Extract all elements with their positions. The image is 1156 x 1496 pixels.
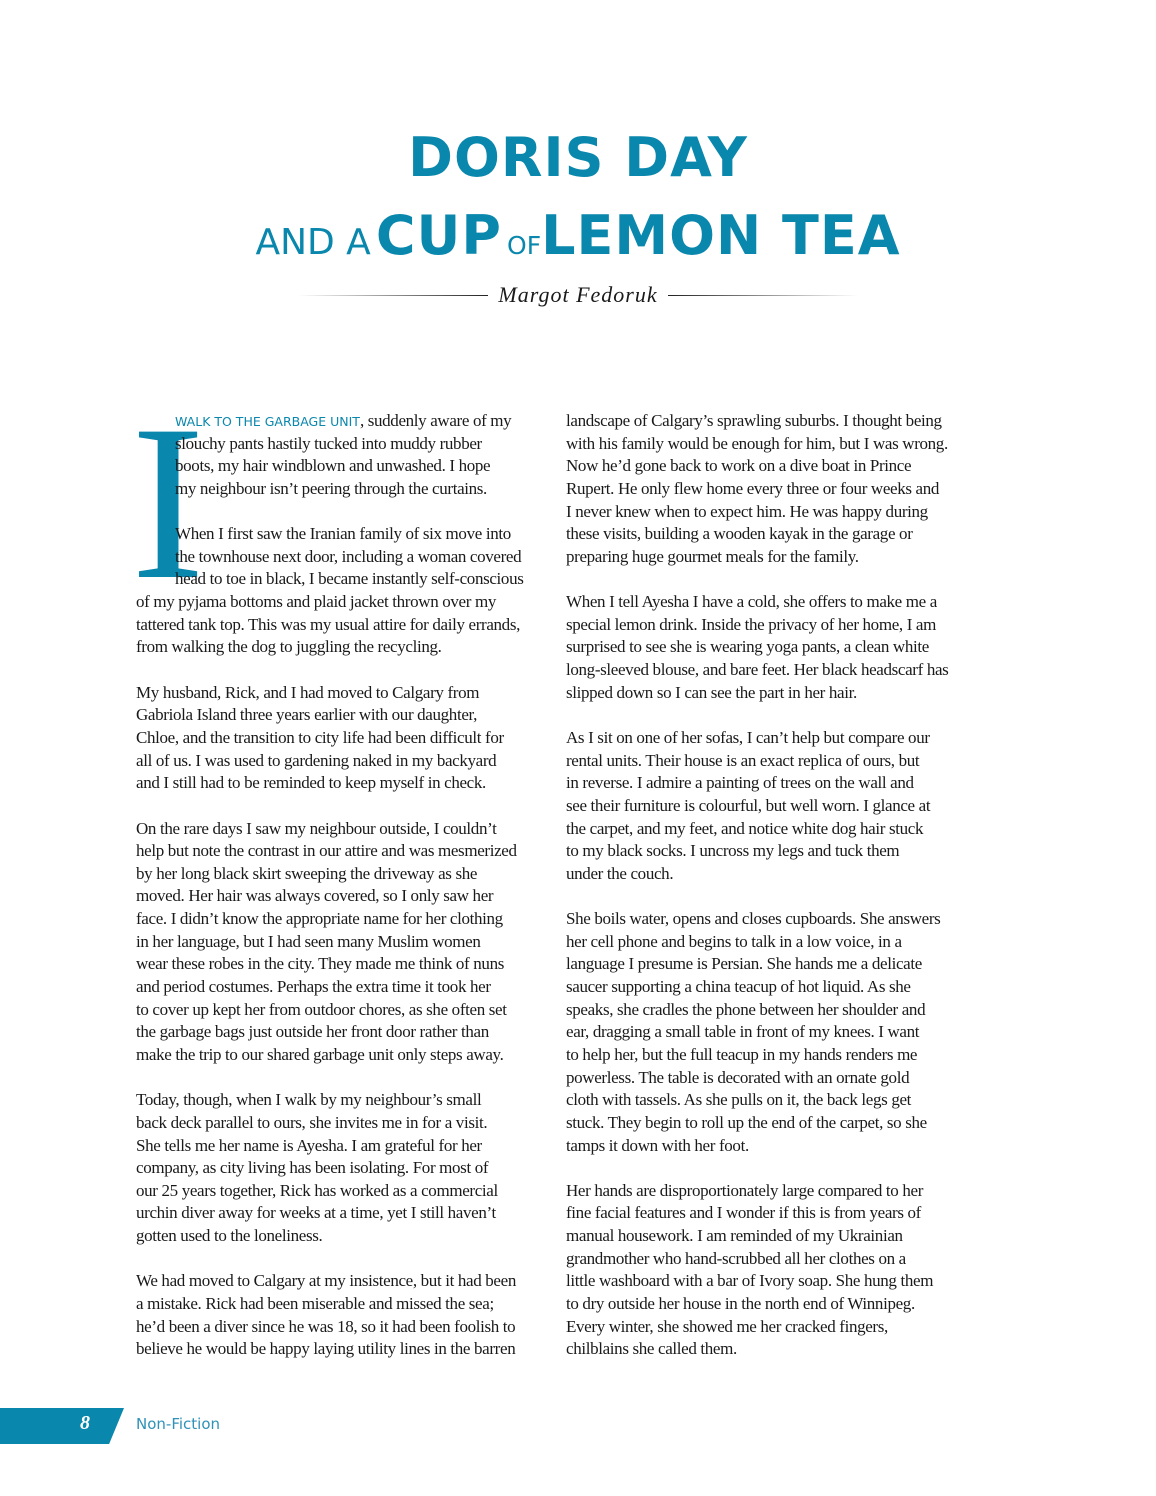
text-line: back deck parallel to ours, she invites me in for a visit. <box>136 1112 488 1132</box>
text-line: in her language, but I had seen many Muslim women <box>136 931 481 951</box>
text-line: these visits, building a wooden kayak in the garage or <box>566 524 913 544</box>
author-name: Margot Fedoruk <box>498 282 658 307</box>
text-line: saucer supporting a china teacup of hot liquid. As she <box>566 977 911 997</box>
lead-in-small-caps: WALK TO THE GARBAGE UNIT <box>175 414 360 429</box>
text-line: stuck. They begin to roll up the end of the carpet, so she <box>566 1112 927 1132</box>
title-cup: CUP <box>375 204 502 267</box>
text-line: ear, dragging a small table in front of my knees. I want <box>566 1022 920 1042</box>
text-line: by her long black skirt sweeping the driveway as she <box>136 863 478 883</box>
text-line: from walking the dog to juggling the recycling. <box>136 637 442 657</box>
page-number: 8 <box>80 1412 90 1434</box>
text-line: her cell phone and begins to talk in a low voice, in a <box>566 931 902 951</box>
text-line: Today, though, when I walk by my neighbour’s small <box>136 1090 482 1110</box>
paragraph-break <box>566 885 1026 908</box>
paragraph-break <box>136 501 561 524</box>
text-line: he’d been a diver since he was 18, so it had been foolish to <box>136 1316 516 1336</box>
text-line: gotten used to the loneliness. <box>136 1226 323 1246</box>
text-line: to cover up kept her from outdoor chores, as she often set <box>136 999 507 1019</box>
section-label: Non-Fiction <box>136 1415 221 1433</box>
text-line: to my black socks. I uncross my legs and tuck them <box>566 841 900 861</box>
text-line: wear these robes in the city. They made me think of nuns <box>136 954 504 974</box>
left-column <box>136 410 561 1361</box>
text-line: company, as city living has been isolating. For most of <box>136 1158 489 1178</box>
text-line: face. I didn’t know the appropriate name for her clothing <box>136 909 503 929</box>
text-line: slouchy pants hastily tucked into muddy rubber <box>175 433 482 453</box>
paragraph-break <box>566 1157 1026 1180</box>
text-line: fine facial features and I wonder if this is from years of <box>566 1203 921 1223</box>
text-line: all of us. I was used to gardening naked in my backyard <box>136 750 497 770</box>
text-line: I never knew when to expect him. He was happy during <box>566 501 928 521</box>
text-line: She boils water, opens and closes cupboards. She answers <box>566 909 941 929</box>
text-line: As I sit on one of her sofas, I can’t help but compare our <box>566 727 930 747</box>
text-line: and I still had to be reminded to keep myself in check. <box>136 773 486 793</box>
text-line: the garbage bags just outside her front door rather than <box>136 1022 489 1042</box>
text-line: and period costumes. Perhaps the extra time it took her <box>136 977 491 997</box>
text-line: When I first saw the Iranian family of six move into <box>175 524 511 544</box>
text-line: the carpet, and my feet, and notice white dog hair stuck <box>566 818 924 838</box>
text-line: long-sleeved blouse, and bare feet. Her black headscarf has <box>566 660 949 680</box>
text-line: our 25 years together, Rick has worked as a commercial <box>136 1180 498 1200</box>
text-line: of my pyjama bottoms and plaid jacket thrown over my <box>136 592 496 612</box>
text-line: Chloe, and the transition to city life had been difficult for <box>136 727 504 747</box>
text-line: manual housework. I am reminded of my Ukrainian <box>566 1226 903 1246</box>
text-line: speaks, she cradles the phone between her shoulder and <box>566 999 926 1019</box>
text-line: When I tell Ayesha I have a cold, she offers to make me a <box>566 592 937 612</box>
drop-cap: I <box>131 380 205 626</box>
title-line-2 <box>0 204 1156 267</box>
text-line: slipped down so I can see the part in her hair. <box>566 682 857 702</box>
title-of: OF <box>507 231 542 260</box>
text-line: Every winter, she showed me her cracked fingers, <box>566 1316 888 1336</box>
text-line: rental units. Their house is an exact replica of ours, but <box>566 750 920 770</box>
text-line: landscape of Calgary’s sprawling suburbs. I thought being <box>566 411 942 430</box>
title-lemon-tea: LEMON TEA <box>541 204 901 267</box>
text-line: believe he would be happy laying utility lines in the barren <box>136 1339 516 1359</box>
text-line: language I presume is Persian. She hands me a delicate <box>566 954 922 974</box>
text-line: with his family would be enough for him, but I was wrong. <box>566 433 948 453</box>
text-line: little washboard with a bar of Ivory soap. She hung them <box>566 1271 934 1291</box>
text-line: in reverse. I admire a painting of trees on the wall and <box>566 773 914 793</box>
text-line: chilblains she called them. <box>566 1339 737 1359</box>
text-line: the townhouse next door, including a woman covered <box>175 546 522 566</box>
text-line: She tells me her name is Ayesha. I am grateful for her <box>136 1135 482 1155</box>
text-line: cloth with tassels. As she pulls on it, the back legs get <box>566 1090 912 1110</box>
text-line: to dry outside her house in the north end of Winnipeg. <box>566 1293 915 1313</box>
text-line: a mistake. Rick had been miserable and missed the sea; <box>136 1293 494 1313</box>
text-line: powerless. The table is decorated with an ornate gold <box>566 1067 910 1087</box>
text-line: Now he’d gone back to work on a dive boat in Prince <box>566 456 912 476</box>
text-line: My husband, Rick, and I had moved to Calgary from <box>136 682 480 702</box>
text-line: under the couch. <box>566 863 674 883</box>
byline-rule-left <box>298 295 488 296</box>
paragraph-break <box>136 1067 561 1090</box>
footer-page-tab <box>0 1408 124 1444</box>
byline <box>0 282 1156 308</box>
text-line: help but note the contrast in our attire and was mesmerized <box>136 841 517 861</box>
text-line: surprised to see she is wearing yoga pants, a clean white <box>566 637 929 657</box>
right-column <box>566 410 1026 1361</box>
text-line: my neighbour isn’t peering through the curtains. <box>175 478 487 498</box>
paragraph-break <box>566 568 1026 591</box>
paragraph-break <box>136 659 561 682</box>
text-line: see their furniture is colourful, but well worn. I glance at <box>566 795 931 815</box>
text-line: Rupert. He only flew home every three or four weeks and <box>566 478 940 498</box>
text-line: preparing huge gourmet meals for the family. <box>566 546 859 566</box>
paragraph-break <box>566 704 1026 727</box>
text-line: head to toe in black, I became instantly self-conscious <box>175 569 524 589</box>
text-line: urchin diver away for weeks at a time, yet I still haven’t <box>136 1203 496 1223</box>
text-line: special lemon drink. Inside the privacy of her home, I am <box>566 614 936 634</box>
text-line: tattered tank top. This was my usual attire for daily errands, <box>136 614 520 634</box>
byline-rule-right <box>668 295 858 296</box>
text-line: Her hands are disproportionately large compared to her <box>566 1180 924 1200</box>
text-line: moved. Her hair was always covered, so I only saw her <box>136 886 494 906</box>
title-and-a: AND A <box>255 222 371 263</box>
lead-in-rest: , suddenly aware of my <box>359 411 512 430</box>
title-line-1: DORIS DAY <box>408 126 748 189</box>
text-line: make the trip to our shared garbage unit only steps away. <box>136 1044 504 1064</box>
text-line: boots, my hair windblown and unwashed. I hope <box>175 456 491 476</box>
text-line: to help her, but the full teacup in my hands renders me <box>566 1044 918 1064</box>
text-line: We had moved to Calgary at my insistence, but it had been <box>136 1271 516 1291</box>
text-line: On the rare days I saw my neighbour outside, I couldn’t <box>136 818 497 838</box>
paragraph-break <box>136 795 561 818</box>
text-line: grandmother who hand-scrubbed all her clothes on a <box>566 1248 906 1268</box>
paragraph-break <box>136 1248 561 1271</box>
text-line: Gabriola Island three years earlier with our daughter, <box>136 705 478 725</box>
text-line: tamps it down with her foot. <box>566 1135 749 1155</box>
text-line <box>136 410 561 433</box>
